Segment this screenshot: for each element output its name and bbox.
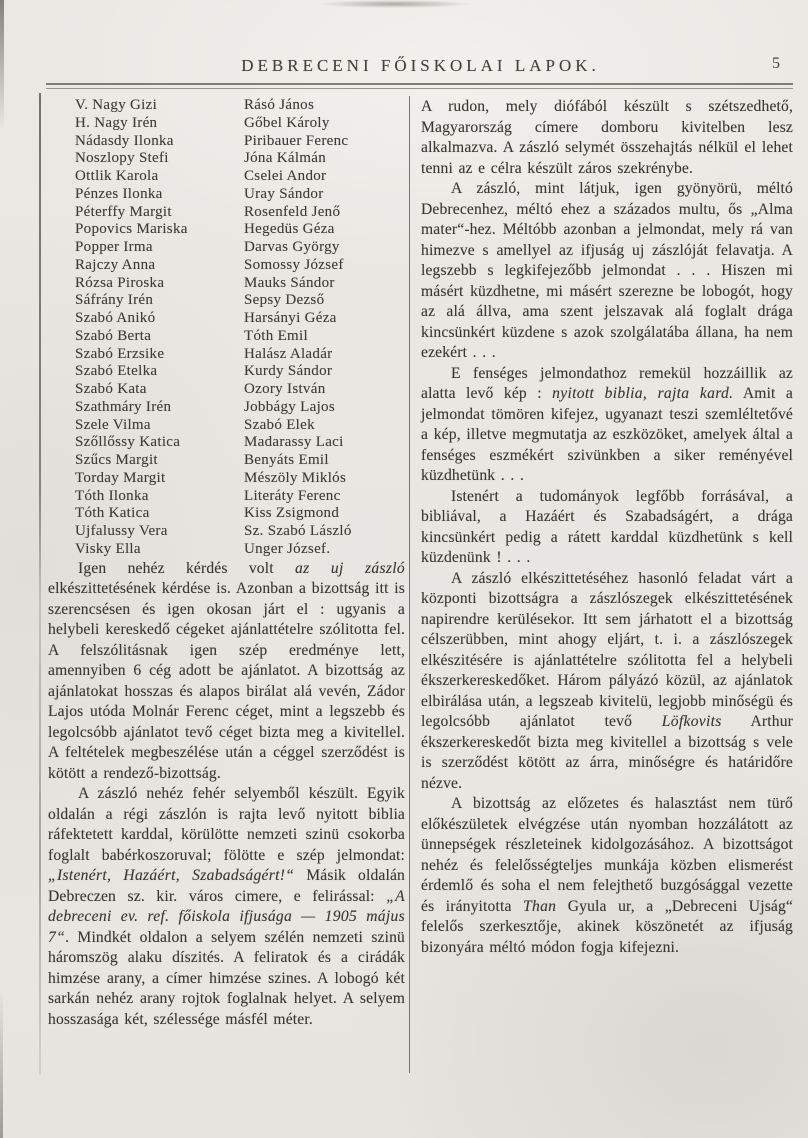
italic-text-run: „A debreceni ev. ref. főiskola ifjusága — 1905 május 7“ [48,887,405,946]
list-item: Somossy József [244,256,344,273]
list-item: Mészöly Miklós [244,469,347,486]
text-run: Gyula ur, a „Debreceni Ujság“ felelős szerkesztője, akinek köszönetét az ifjuság bizonyára méltó módon fogja kifejezni. [421,897,794,956]
list-item: Szabó Erzsike [75,345,165,362]
text-run: Másik oldalán Debreczen sz. kir. város cimere, e felirással: [48,867,405,905]
text-run: A zászló, mint látjuk, igen gyönyörü, méltó Debrecenhez, méltó ehez a százados multu, ős „Alma mater“-hez. Méltóbb azonban a jelmondat, mely rá van himezve s amellyel az ifjuság uj zászlóját felavatja. A legszebb s legkifejezőbb jelmondat . . . Hiszen mi másért küzdhetne, mi másért szerezne be lobogót, hogy az alá állva, ama szent jelszavak alá foglalt drága kincsünkért küzdene s azok szolgálatába állana, ha nem ezekért . . . [421,180,793,361]
list-item: Péterffy Margit [75,203,172,220]
list-item: Jóna Kálmán [244,150,327,167]
list-item: Szűcs Margit [75,452,158,468]
paragraph [421,97,793,179]
header-double-rule [46,83,793,89]
list-item: Szabó Berta [75,327,152,344]
list-item: Halász Aladár [244,345,333,362]
list-item: Szabó Elek [244,416,315,433]
list-item: Sepsy Dezső [244,292,325,309]
list-item: Darvas György [244,239,340,255]
list-item: Ottlik Karola [75,168,159,184]
text-run: E fenséges jelmondathoz remekül hozzáillik az alatta levő kép : [421,364,793,402]
list-item: Kiss Zsigmond [244,505,340,522]
paragraph [48,784,405,1030]
left-column-body-text [48,559,405,1031]
list-item: Ujfalussy Vera [75,523,168,539]
column-divider-rule [409,96,410,1073]
text-run: A bizottság az előzetes és halasztást nem türő előkészületek elvégzése után nyomban hozzálátott az ünnepségek részleteinek kidolgozásához. A bizottságot nehéz és felelősségteljes munkája közben elismerést érdemlő és soha el nem felejthető buzgósággal vezette és irányitotta [421,795,793,915]
list-item: Tóth Katica [75,505,150,522]
list-item: Szabó Etelka [75,363,158,380]
list-item: Popovics Mariska [75,221,188,238]
list-item: Benyáts Emil [244,452,329,468]
list-item: Rózsa Piroska [75,274,165,291]
italic-text-run: Löfkovits [661,713,722,730]
text-run: A zászló elkészittetéséhez hasonló feladat várt a központi bizottságra a zászlószegek elkészittetésének napirendre kerülésekor. Itt sem járhatott el a bizottság célszerübben, mint ahogy eljárt, t. i. a zászlószegek elkészitésére is ajánlattételre szólitotta fel a helybeli ékszerkereskedőket. Három pályázó közül, az ajánlatok elbirálása után, a legszeab kivitelü, legjobb minőségü és legolcsóbb ajánlatot tevő [421,569,793,730]
list-item: Tóth Emil [244,327,308,344]
text-run: Amit a jelmondat tömören kifejez, ugyanazt teszi szemléltetővé a kép, illetve megmutatja az eszközöket, amelyek által a fenséges eszmékért szivünkben a siker reményével küzdhetünk . . . [421,385,794,484]
list-item: Szőllőssy Katica [75,434,181,451]
list-item: Popper Irma [75,239,153,255]
text-run: Igen nehéz kérdés volt [78,559,295,577]
list-item: V. Nagy Gizi [75,97,158,113]
list-item: Szabó Kata [75,381,147,397]
list-item: Hegedüs Géza [244,221,335,238]
right-column-body-text [421,97,793,958]
left-column [48,97,405,1030]
paragraph [421,364,793,487]
list-item: Szathmáry Irén [75,398,172,415]
name-list-column-b [244,97,405,559]
list-item: Sz. Szabó László [244,523,352,539]
italic-text-run: az uj zászló [295,559,405,577]
list-item: Nádasdy Ilonka [75,132,174,149]
list-item: Tóth Ilonka [75,487,149,504]
paragraph [421,487,793,569]
text-run: A rudon, mely diófából készült s szétszedhető, Magyarország címere domboru kivitelben lesz alkalmazva. A zászló selymét összehajtás nélkül el lehet tenni az e célra készült záros szekrénybe. [421,98,793,177]
list-item: Szele Vilma [75,416,151,433]
text-run: . Mindkét oldalon a selyem szélén nemzeti szinü háromszög alaku díszités. A feliratok és a cirádák himzése arany, a címer himzése szines. A lobogó két sarkán nehéz arany rojtok foglalnak helyet. A selyem hosszasága két, szélessége másfél méter. [48,928,405,1028]
list-item: Pénzes Ilonka [75,185,163,202]
italic-text-run: nyitott biblia, rajta kard. [552,385,734,402]
list-item: Unger József. [244,540,331,557]
paragraph [421,569,793,795]
paragraph [421,179,793,364]
scan-edge-artifact-bottom [0,988,3,1138]
list-item: Sáfrány Irén [75,292,154,309]
list-item: Rosenfeld Jenő [244,203,341,220]
publication-title: DEBRECENI FŐISKOLAI LAPOK. [241,56,600,75]
text-run: Arthur ékszerkereskedőt bizta meg kivitellel a bizottság s vele is szerződést kötött az árra, minőségre és határidőre nézve. [421,713,793,792]
list-item: Rajczy Anna [75,256,156,273]
page-number: 5 [772,55,780,72]
list-item: Mauks Sándor [244,274,335,291]
list-item: Torday Margit [75,469,166,486]
list-item: H. Nagy Irén [75,114,158,131]
text-run: Istenért a tudományok legfőbb forrásával, a bibliával, a Hazáért és Szabadságért, a drága kincsünkért pedig a rátett karddal küzdhetünk s kell küzdenünk ! . . . [421,487,793,566]
list-item: Visky Ella [75,540,141,557]
italic-text-run: „Istenért, Hazáért, Szabadságért!“ [48,867,295,884]
right-column [421,97,793,958]
list-item: Rásó János [244,97,315,113]
scan-edge-artifact-top [0,0,4,130]
list-item: Piribauer Ferenc [244,132,349,149]
name-list-column-a [48,97,244,559]
list-item: Harsányi Géza [244,310,337,326]
list-item: Kurdy Sándor [244,363,333,380]
list-item: Gőbel Károly [244,114,330,131]
text-run: elkészittetésének kérdése is. Azonban a bizottság itt is szerencsésen és igen okosan járt el : ugyanis a helybeli kereskedő cégeket ajánlattételre szólitotta fel. A felszólitásnak igen szép eredménye lett, amennyiben 6 cég adott be ajánlatot. A bizottság az ajánlatokat hosszas és alapos birálat alá vevén, Zádor Lajos utóda Molnár Ferenc céget, mint a legszebb és legolcsóbb ajánlatot tevő céget bizta meg a kivitellel. A feltételek megbeszélése után a céggel szerződést is kötött a rendező-bizottság. [48,580,405,782]
paragraph [48,559,405,785]
name-list [48,97,405,559]
list-item: Uray Sándor [244,185,324,202]
list-item: Szabó Anikó [75,310,156,326]
list-item: Jobbágy Lajos [244,398,335,415]
text-run: A zászló nehéz fehér selyemből készült. Egyik oldalán a régi zászlón is rajta levő nyitott biblia ráfektetett karddal, körülötte nemzeti szinü csokorba foglalt babérkoszoruval; fölötte e szép jelmondat: [48,785,405,864]
list-item: Cselei Andor [244,168,327,184]
list-item: Madarassy Laci [244,434,344,451]
list-item: Literáty Ferenc [244,487,341,504]
italic-text-run: Than [523,897,557,915]
paragraph [421,794,793,958]
list-item: Noszlopy Stefi [75,150,169,167]
page-fold-crease [39,93,41,1075]
scan-smudge-top [320,0,470,8]
list-item: Ozory István [244,381,326,397]
